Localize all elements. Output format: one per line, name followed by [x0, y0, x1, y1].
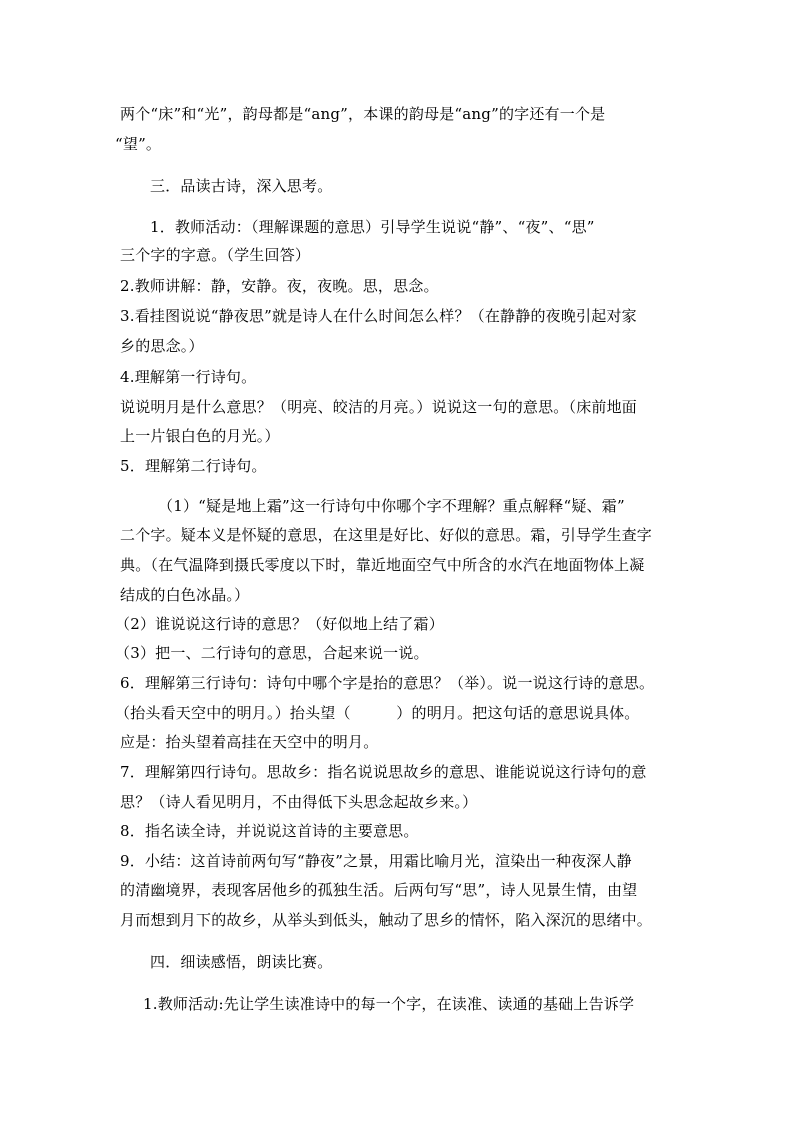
text-line: （抬头看天空中的明月。）抬头望（ ）的明月。把这句话的意思说具体。 — [115, 704, 640, 722]
text-line: 说说明月是什么意思？（明亮、皎洁的月亮。）说说这一句的意思。（床前地面 — [120, 398, 638, 416]
text-line: 应是：抬头望着高挂在天空中的明月。 — [120, 733, 379, 751]
text-line: 2.教师讲解：静，安静。夜，夜晚。思，思念。 — [120, 277, 439, 295]
text-line: 二个字。疑本义是怀疑的意思，在这里是好比、好似的意思。霜，引导学生查字 — [120, 526, 653, 544]
text-line: 3.看挂图说说“静夜思”就是诗人在什么时间怎么样？（在静静的夜晚引起对家 — [120, 307, 637, 325]
text-line: 的清幽境界，表现客居他乡的孤独生活。后两句写“思”，诗人见景生情，由望 — [120, 881, 638, 899]
text-line: 上一片银白色的月光。） — [120, 427, 280, 445]
text-line: （2）谁说说这行诗的意思？（好似地上结了霜） — [115, 615, 444, 633]
text-line: 典。（在气温降到摄氏零度以下时，靠近地面空气中所含的水汽在地面物体上凝 — [120, 556, 645, 574]
text-line: “望”。 — [115, 135, 162, 153]
text-line: 三个字的字意。（学生回答） — [120, 246, 311, 264]
text-line: 8．指名读全诗，并说说这首诗的主要意思。 — [120, 822, 419, 840]
text-line: 5．理解第二行诗句。 — [120, 457, 267, 475]
text-line: 月而想到月下的故乡，从举头到低头，触动了思乡的情怀，陷入深沉的思绪中。 — [120, 911, 653, 929]
text-line: 乡的思念。） — [120, 337, 204, 355]
text-line: 思？（诗人看见明月，不由得低下头思念起故乡来。） — [120, 793, 478, 811]
text-line: 1.教师活动:先让学生读准诗中的每一个字，在读准、读通的基础上告诉学 — [143, 995, 635, 1013]
text-line: 结成的白色冰晶。） — [120, 586, 250, 604]
section-heading: 三．品读古诗，深入思考。 — [150, 177, 333, 195]
section-heading: 四．细读感悟，朗读比赛。 — [150, 953, 333, 971]
text-line: 6．理解第三行诗句：诗句中哪个字是抬的意思？（举）。说一说这行诗的意思。 — [120, 674, 655, 692]
text-line: 7．理解第四行诗句。思故乡：指名说说思故乡的意思、谁能说说这行诗句的意 — [120, 763, 647, 781]
text-line: 9．小结：这首诗前两句写“静夜”之景，用霜比喻月光，渲染出一种夜深人静 — [120, 852, 632, 870]
text-line: 4.理解第一行诗句。 — [120, 368, 257, 386]
text-line: 1．教师活动：（理解课题的意思）引导学生说说“静”、“夜”、“思” — [150, 218, 595, 236]
text-line: （3）把一、二行诗句的意思，合起来说一说。 — [115, 644, 429, 662]
text-line: （1）“疑是地上霜”这一行诗句中你哪个字不理解？重点解释“疑、霜” — [158, 497, 625, 515]
text-line: 两个“床”和“光”，韵母都是“ang”，本课的韵母是“ang”的字还有一个是 — [120, 105, 606, 123]
